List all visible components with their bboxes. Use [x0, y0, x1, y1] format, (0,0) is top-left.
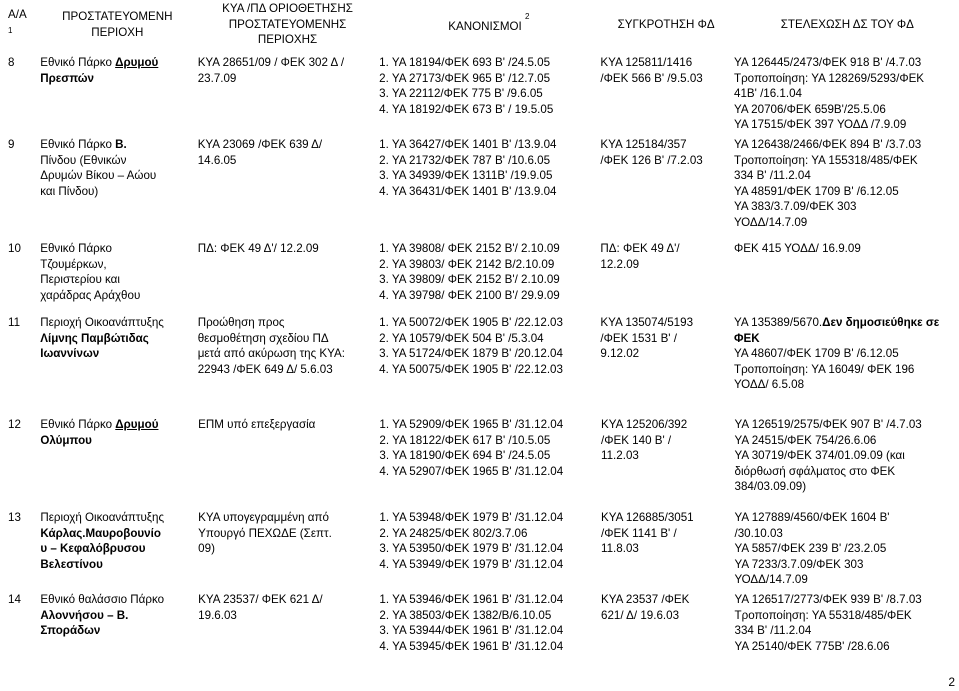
row-reg-line: 1. ΥΑ 39808/ ΦΕΚ 2152 Β'/ 2.10.09 — [379, 242, 560, 255]
row-staff-line: ΥΑ 126445/2473/ΦΕΚ 918 Β' /4.7.03 — [734, 56, 922, 69]
row-staff-line: ΦΕΚ 415 ΥΟΔΔ/ 16.9.09 — [734, 242, 861, 255]
row-area-text: Εθνικό θαλάσσιο Πάρκο — [40, 593, 165, 606]
row-reg-line: 3. ΥΑ 51724/ΦΕΚ 1879 Β' /20.12.04 — [379, 347, 563, 361]
header-staffing-label: ΣΤΕΛΕΧΩΣΗ ΔΣ ΤΟΥ ΦΔ — [780, 17, 914, 31]
row-reg-line: 3. ΥΑ 22112/ΦΕΚ 775 Β' /9.6.05 — [379, 87, 543, 101]
rows-table-a — [3, 55, 959, 401]
row-area — [35, 137, 192, 241]
row-area-text: Εθνικό Πάρκο Β. — [40, 138, 127, 151]
row-comp-line: 9.12.02 — [600, 347, 640, 361]
row-area-text: Τζουμέρκων, — [40, 257, 107, 271]
row-comp-line: /ΦΕΚ 566 Β' /9.5.03 — [600, 71, 703, 85]
row-reg-line: 1. ΥΑ 53948/ΦΕΚ 1979 Β' /31.12.04 — [379, 511, 564, 524]
row-composition — [595, 241, 729, 315]
table-row — [3, 55, 959, 137]
row-law — [193, 315, 374, 401]
row-reg-line: 1. ΥΑ 50072/ΦΕΚ 1905 Β' /22.12.03 — [379, 316, 563, 329]
row-area-text: Περιοχή Οικοανάπτυξης — [40, 511, 165, 524]
row-staff-line: ΥΑ 24515/ΦΕΚ 754/26.6.06 — [734, 433, 877, 447]
row-composition — [596, 510, 730, 592]
row-reg-line: 2. ΥΑ 38503/ΦΕΚ 1382/Β/6.10.05 — [379, 608, 552, 622]
row-staff-bold: Δεν δημοσιεύθηκε σε — [822, 316, 940, 329]
header-law-line: ΠΡΟΣΤΑΤΕΥΟΜΕΝΗΣ — [228, 17, 347, 31]
row-reg-line: 3. ΥΑ 39809/ ΦΕΚ 2152 Β'/ 2.10.09 — [379, 273, 560, 287]
header-law — [194, 0, 376, 49]
row-law-line: 19.6.03 — [198, 608, 237, 622]
table-row — [3, 510, 959, 592]
row-comp-line: ΚΥΑ 125206/392 — [601, 418, 688, 431]
row-staff-line: ΥΑ 17515/ΦΕΚ 397 ΥΟΔΔ /7.9.09 — [734, 118, 907, 132]
row-reg-line: 1. ΥΑ 52909/ΦΕΚ 1965 Β' /31.12.04 — [379, 418, 564, 431]
table-row — [3, 137, 959, 241]
row-staff-line: ΥΑ 5857/ΦΕΚ 239 Β' /23.2.05 — [734, 542, 887, 556]
row-area-bold: Δρυμού — [115, 56, 159, 69]
header-no-label: Α/Α — [8, 7, 27, 21]
row-reg-line: 4. ΥΑ 39798/ ΦΕΚ 2100 Β'/ 29.9.09 — [379, 288, 560, 302]
row-law — [193, 510, 374, 592]
header-composition — [597, 0, 731, 49]
row-area-bold: Ολύμπου — [40, 433, 92, 447]
row-law-line: Υπουργό ΠΕΧΩΔΕ (Σεπτ. — [198, 526, 332, 540]
row-law-line: 09) — [198, 542, 215, 556]
row-reg-line: 2. ΥΑ 21732/ΦΕΚ 787 Β' /10.6.05 — [379, 153, 551, 167]
table-row — [3, 592, 959, 672]
header-area — [36, 0, 194, 49]
row-regulations — [374, 55, 595, 137]
row-area-text: Δρυμών Βίκου – Αώου — [40, 169, 157, 183]
row-comp-line: 12.2.09 — [600, 257, 640, 271]
row-area-bold: Κάρλας.Μαυροβουνίο — [40, 526, 161, 540]
row-comp-line: ΚΥΑ 126885/3051 — [601, 511, 694, 524]
row-staff-line: 334 Β' /11.2.04 — [734, 169, 811, 183]
row-reg-line: 4. ΥΑ 50075/ΦΕΚ 1905 Β' /22.12.03 — [379, 362, 563, 376]
row-staffing — [729, 137, 959, 241]
row-area-bold: Ιωαννίνων — [40, 347, 100, 361]
row-law-line: 22943 /ΦΕΚ 649 Δ/ 5.6.03 — [197, 362, 333, 376]
row-regulations — [374, 510, 596, 592]
header-regulations — [376, 0, 596, 49]
row-number: 14 — [8, 593, 21, 606]
header-law-line: ΠΕΡΙΟΧΗΣ — [257, 33, 318, 47]
row-comp-line: ΚΥΑ 135074/5193 — [600, 316, 694, 329]
row-staff-line: ΥΑ 48591/ΦΕΚ 1709 Β' /6.12.05 — [734, 184, 899, 198]
row-composition — [595, 55, 729, 137]
row-law-line: ΚΥΑ 23537/ ΦΕΚ 621 Δ/ — [198, 593, 323, 606]
row-number: 10 — [8, 242, 21, 255]
row-law — [193, 592, 374, 672]
table-row — [3, 241, 959, 315]
row-staff-line: ΥΑ 25140/ΦΕΚ 775Β' /28.6.06 — [734, 639, 890, 653]
row-law-line: ΠΔ: ΦΕΚ 49 Δ'/ 12.2.09 — [197, 242, 319, 255]
row-area-bold: Λίμνης Παμβώτιδας — [40, 331, 149, 345]
row-staff-line: Τροποποίηση: ΥΑ 55318/485/ΦΕΚ — [734, 608, 912, 622]
table-row — [3, 315, 959, 401]
row-area — [35, 241, 192, 315]
row-reg-line: 3. ΥΑ 53944/ΦΕΚ 1961 Β' /31.12.04 — [379, 624, 564, 638]
row-reg-line: 2. ΥΑ 39803/ ΦΕΚ 2142 Β/2.10.09 — [379, 257, 555, 271]
row-area-text: και Πίνδου) — [40, 184, 99, 198]
row-staffing — [730, 592, 959, 672]
row-law-line: ΚΥΑ 23069 /ΦΕΚ 639 Δ/ — [197, 138, 323, 151]
page-number: 2 — [948, 675, 955, 690]
row-staff-line: ΥΑ 7233/3.7.09/ΦΕΚ 303 — [734, 557, 864, 571]
row-area — [35, 315, 192, 401]
row-number: 9 — [8, 138, 15, 151]
row-law-line: 14.6.05 — [197, 153, 237, 167]
row-comp-line: /ΦΕΚ 140 Β' / — [601, 433, 672, 447]
rows-table-b — [3, 417, 959, 672]
row-law-line: ΕΠΜ υπό επεξεργασία — [198, 418, 316, 431]
row-composition — [596, 417, 730, 510]
row-reg-line: 1. ΥΑ 53946/ΦΕΚ 1961 Β' /31.12.04 — [379, 593, 564, 606]
row-area — [35, 592, 193, 672]
row-area — [35, 55, 192, 137]
row-staff-line: ΥΟΔΔ/14.7.09 — [734, 573, 808, 587]
row-area-text: Εθνικό Πάρκο — [40, 242, 112, 255]
row-area-text: Εθνικό Πάρκο — [40, 418, 116, 431]
row-reg-line: 4. ΥΑ 52907/ΦΕΚ 1965 Β' /31.12.04 — [379, 464, 564, 478]
row-staff-line: Τροποποίηση: ΥΑ 16049/ ΦΕΚ 196 — [734, 362, 915, 376]
header-regulations-label: ΚΑΝΟΝΙΣΜΟΙ — [448, 19, 522, 33]
row-staff-line: ΥΟΔΔ/14.7.09 — [734, 215, 808, 229]
row-composition — [595, 137, 729, 241]
row-law-line: Προώθηση προς — [197, 316, 285, 329]
row-reg-line: 2. ΥΑ 18122/ΦΕΚ 617 Β' /10.5.05 — [379, 433, 551, 447]
row-staff-line: ΥΟΔΔ/ 6.5.08 — [734, 378, 805, 392]
row-composition — [596, 592, 730, 672]
row-area-text: χαράδρας Αράχθου — [40, 288, 141, 302]
row-comp-line: /ΦΕΚ 1141 Β' / — [601, 526, 677, 540]
row-area-bold: Βελεστίνου — [40, 557, 103, 571]
row-staff-line: 384/03.09.09) — [734, 480, 807, 494]
row-comp-line: ΚΥΑ 23537 /ΦΕΚ — [601, 593, 690, 606]
row-number: 13 — [8, 511, 21, 524]
header-table — [3, 0, 959, 49]
row-law — [193, 417, 374, 510]
row-law — [193, 241, 374, 315]
row-regulations — [374, 241, 595, 315]
row-reg-line: 4. ΥΑ 53949/ΦΕΚ 1979 Β' /31.12.04 — [379, 557, 564, 571]
row-staffing — [729, 55, 959, 137]
row-area-bold: Σποράδων — [40, 624, 101, 638]
row-comp-line: 11.2.03 — [601, 449, 639, 463]
row-reg-line: 2. ΥΑ 27173/ΦΕΚ 965 Β' /12.7.05 — [379, 71, 551, 85]
table-header-row — [3, 0, 959, 49]
row-comp-line: 11.8.03 — [601, 542, 639, 556]
row-staffing — [730, 510, 959, 592]
row-comp-line: /ΦΕΚ 1531 Β' / — [600, 331, 677, 345]
row-law-line: μετά από ακύρωση της ΚΥΑ: — [197, 347, 345, 361]
row-staff-line: ΥΑ 30719/ΦΕΚ 374/01.09.09 (και — [734, 449, 905, 463]
row-law-line: ΚΥΑ υπογεγραμμένη από — [198, 511, 329, 524]
row-comp-line: ΚΥΑ 125184/357 — [600, 138, 687, 151]
row-staff-line: ΥΑ 383/3.7.09/ΦΕΚ 303 — [734, 200, 857, 214]
header-area-line: ΠΕΡΙΟΧΗ — [91, 25, 144, 39]
row-area-bold: υ – Κεφαλόβρυσου — [40, 542, 146, 556]
row-regulations — [374, 315, 595, 401]
row-composition — [595, 315, 729, 401]
row-comp-line: ΚΥΑ 125811/1416 — [600, 56, 693, 69]
row-staff-line: ΥΑ 126519/2575/ΦΕΚ 907 Β' /4.7.03 — [734, 418, 922, 431]
row-staff-line: ΥΑ 127889/4560/ΦΕΚ 1604 Β' — [734, 511, 890, 524]
row-number: 12 — [8, 418, 21, 431]
row-staff-line: ΥΑ 126517/2773/ΦΕΚ 939 Β' /8.7.03 — [734, 593, 922, 606]
row-staffing — [729, 315, 959, 401]
row-regulations — [374, 417, 596, 510]
row-staff-line: /30.10.03 — [734, 526, 783, 540]
row-staffing — [730, 417, 959, 510]
row-regulations — [374, 137, 595, 241]
row-staff-line: ΥΑ 48607/ΦΕΚ 1709 Β' /6.12.05 — [734, 347, 899, 361]
row-number: 11 — [8, 316, 21, 329]
header-law-line: ΚΥΑ /ΠΔ ΟΡΙΟΘΕΤΗΣΗΣ — [222, 2, 353, 16]
row-number: 8 — [8, 56, 15, 69]
row-area — [35, 510, 193, 592]
row-staff-line: Τροποποίηση: ΥΑ 155318/485/ΦΕΚ — [734, 153, 918, 167]
row-reg-line: 2. ΥΑ 10579/ΦΕΚ 504 Β' /5.3.04 — [379, 331, 544, 345]
row-staff-bold: ΦΕΚ — [734, 331, 760, 345]
row-reg-line: 3. ΥΑ 53950/ΦΕΚ 1979 Β' /31.12.04 — [379, 542, 564, 556]
header-area-line: ΠΡΟΣΤΑΤΕΥΟΜΕΝΗ — [62, 9, 173, 23]
row-staff-line: 334 Β' /11.2.04 — [734, 624, 812, 638]
header-staffing — [731, 0, 959, 49]
table-row — [3, 417, 959, 510]
row-staff-line: ΥΑ 135389/5670.Δεν δημοσιεύθηκε σε — [734, 316, 940, 329]
row-reg-line: 4. ΥΑ 36431/ΦΕΚ 1401 Β' /13.9.04 — [379, 184, 557, 198]
row-comp-line: ΠΔ: ΦΕΚ 49 Δ'/ — [600, 242, 680, 255]
row-area-bold: Αλοννήσου – Β. — [40, 608, 129, 622]
row-law — [193, 55, 374, 137]
row-regulations — [374, 592, 596, 672]
row-staff-line: 41Β' /16.1.04 — [734, 87, 802, 101]
row-staffing — [729, 241, 959, 315]
row-area-bold: Δρυμού — [115, 418, 159, 431]
row-comp-line: 621/ Δ/ 19.6.03 — [601, 608, 680, 622]
row-staff-line: Τροποποίηση: ΥΑ 128269/5293/ΦΕΚ — [734, 71, 925, 85]
row-area-text: Περιοχή Οικοανάπτυξης — [40, 316, 164, 329]
header-no-sup: 1 — [8, 25, 13, 35]
row-area-bold: Πρεσπών — [40, 71, 95, 85]
row-law-line: θεσμοθέτηση σχεδίου ΠΔ — [197, 331, 329, 345]
row-area-bold: Β. — [115, 138, 127, 151]
header-regulations-sup: 2 — [525, 11, 530, 21]
row-area-text: Περιστερίου και — [40, 273, 120, 287]
row-area-text: Εθνικό Πάρκο — [40, 56, 116, 69]
row-reg-line: 1. ΥΑ 36427/ΦΕΚ 1401 Β' /13.9.04 — [379, 138, 557, 151]
row-law-line: ΚΥΑ 28651/09 / ΦΕΚ 302 Δ / — [197, 56, 345, 69]
row-area-text: Πίνδου (Εθνικών — [40, 153, 127, 167]
row-comp-line: /ΦΕΚ 126 Β' /7.2.03 — [600, 153, 703, 167]
row-reg-line: 4. ΥΑ 18192/ΦΕΚ 673 Β' / 19.5.05 — [379, 102, 554, 116]
row-reg-line: 2. ΥΑ 24825/ΦΕΚ 802/3.7.06 — [379, 526, 528, 540]
row-staff-line: ΥΑ 126438/2466/ΦΕΚ 894 Β' /3.7.03 — [734, 138, 922, 151]
row-area — [35, 417, 193, 510]
row-reg-line: 3. ΥΑ 18190/ΦΕΚ 694 Β' /24.5.05 — [379, 449, 551, 463]
row-staff-line: διόρθωσή σφάλματος στο ΦΕΚ — [734, 464, 896, 478]
row-law — [193, 137, 374, 241]
row-law-line: 23.7.09 — [197, 71, 237, 85]
row-reg-line: 4. ΥΑ 53945/ΦΕΚ 1961 Β' /31.12.04 — [379, 639, 564, 653]
header-no — [3, 0, 36, 49]
row-reg-line: 3. ΥΑ 34939/ΦΕΚ 1311Β' /19.9.05 — [379, 169, 553, 183]
row-staff-line: ΥΑ 20706/ΦΕΚ 659Β'/25.5.06 — [734, 102, 886, 116]
row-reg-line: 1. ΥΑ 18194/ΦΕΚ 693 Β' /24.5.05 — [379, 56, 551, 69]
header-composition-label: ΣΥΓΚΡΟΤΗΣΗ ΦΔ — [617, 17, 715, 31]
